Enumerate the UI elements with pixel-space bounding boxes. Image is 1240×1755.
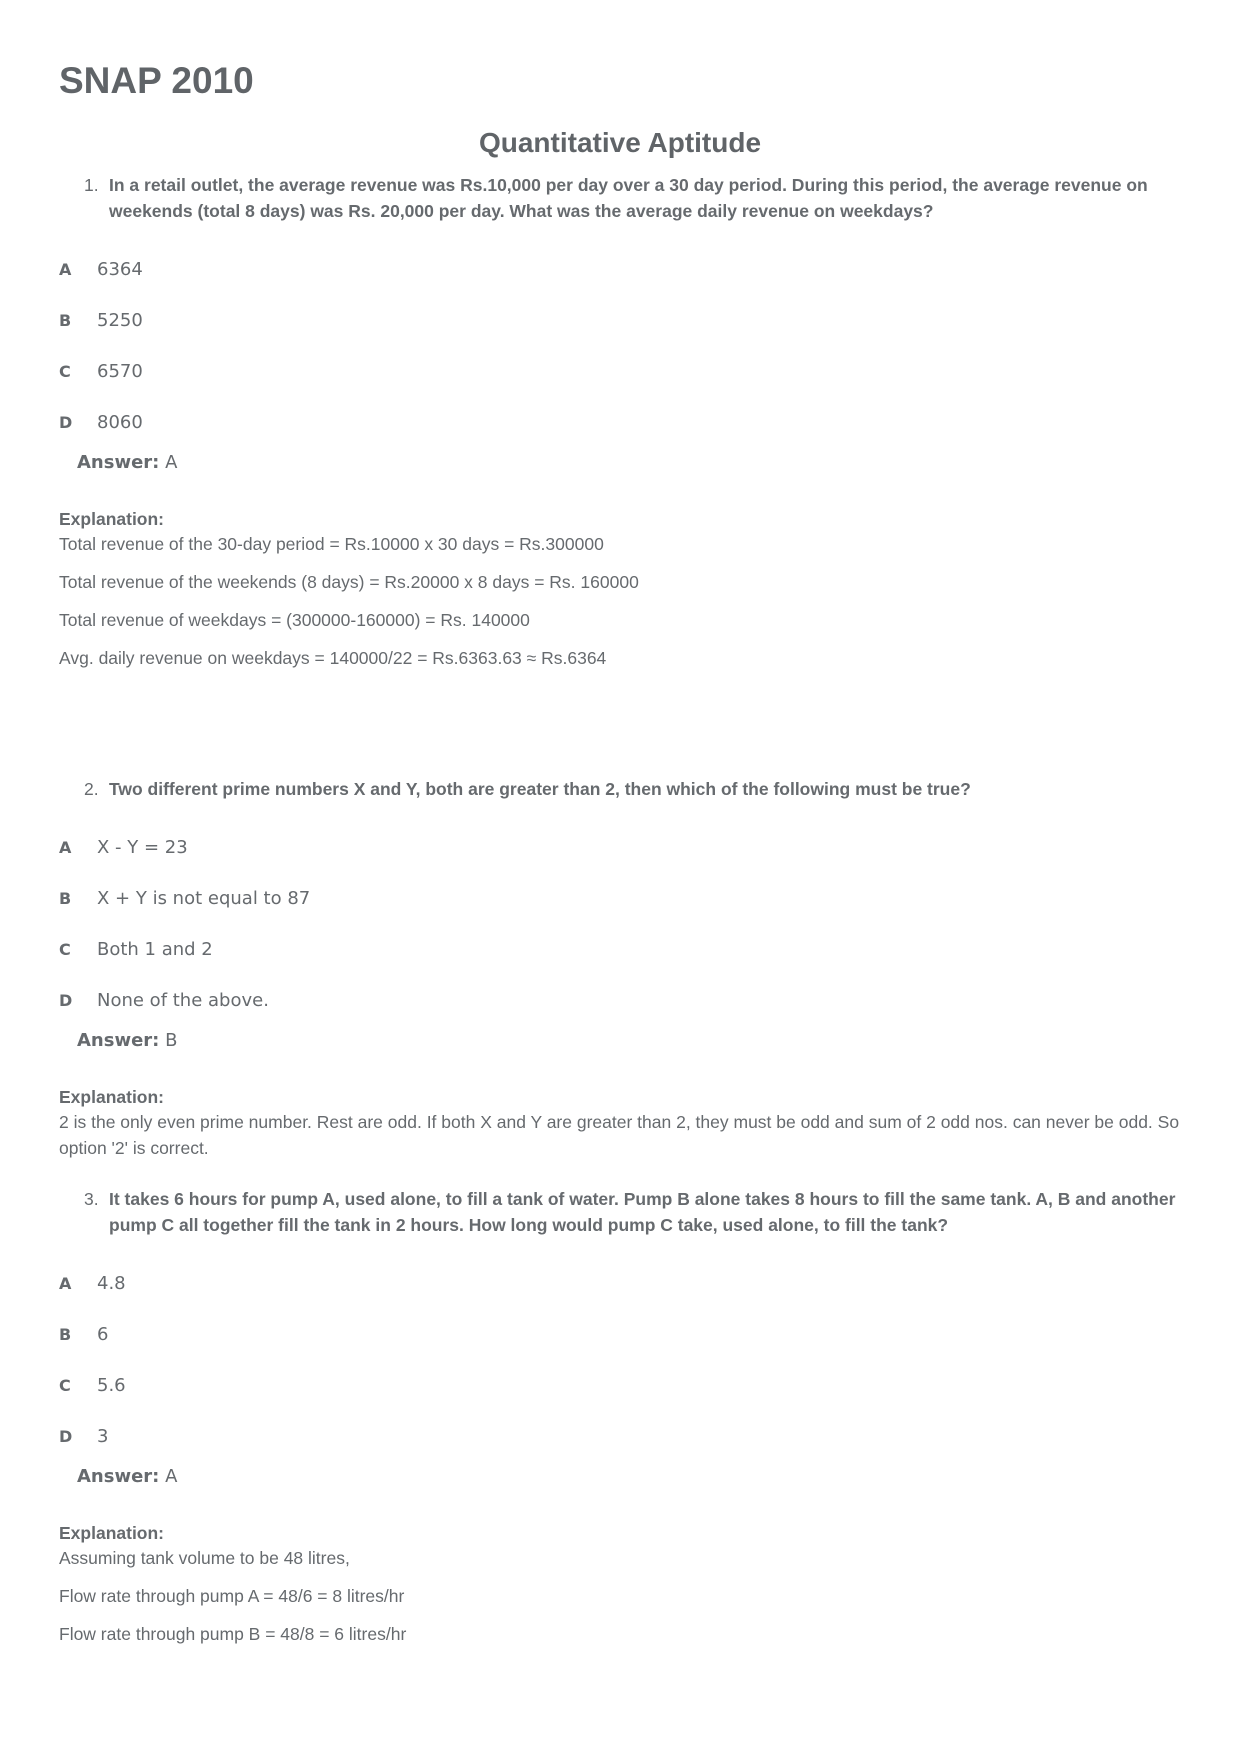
option-letter: C	[59, 1376, 71, 1395]
option-letter: C	[59, 940, 71, 959]
question-text	[59, 172, 1189, 224]
option-c[interactable]	[59, 1374, 1189, 1425]
option-text: X - Y = 23	[97, 837, 188, 858]
option-text: 6	[97, 1324, 109, 1345]
answer-label: Answer:	[77, 1030, 160, 1051]
option-text: None of the above.	[97, 990, 269, 1011]
option-text: X + Y is not equal to 87	[97, 888, 311, 909]
answer-value: A	[165, 452, 178, 473]
question-text	[59, 1186, 1189, 1238]
question-stem: Two different prime numbers X and Y, both are greater than 2, then which of the following must be true?	[109, 779, 971, 799]
explanation-title: Explanation:	[59, 1087, 165, 1107]
option-b[interactable]	[59, 1323, 1189, 1374]
option-text: 6570	[97, 361, 143, 382]
section-title: Quantitative Aptitude	[478, 127, 762, 158]
option-letter: A	[59, 260, 72, 279]
explanation-line: Total revenue of weekdays = (300000-160000) = Rs. 140000	[59, 610, 530, 630]
question-number: 1.	[84, 175, 99, 195]
question-stem: In a retail outlet, the average revenue was Rs.10,000 per day over a 30 day period. During this period, the average revenue on weekends (total 8 days) was Rs. 20,000 per day. What was the average daily revenue on weekdays?	[109, 175, 1148, 221]
option-a[interactable]	[59, 1272, 1189, 1323]
question-3	[59, 1186, 1189, 1659]
document-title: SNAP 2010	[59, 60, 254, 101]
option-letter: A	[59, 838, 72, 857]
explanation-line: Flow rate through pump A = 48/6 = 8 litres/hr	[59, 1586, 405, 1606]
option-letter: D	[59, 413, 73, 432]
options-list	[59, 258, 1189, 462]
option-text: 5.6	[97, 1375, 126, 1396]
option-text: 6364	[97, 259, 143, 280]
option-b[interactable]	[59, 887, 1189, 938]
question-text	[59, 776, 1189, 802]
option-letter: B	[59, 311, 72, 330]
explanation-line: Flow rate through pump B = 48/8 = 6 litres/hr	[59, 1624, 407, 1644]
explanation-line: Total revenue of the 30-day period = Rs.10000 x 30 days = Rs.300000	[59, 534, 604, 554]
option-letter: A	[59, 1274, 72, 1293]
answer-value: A	[165, 1466, 178, 1487]
answer-label: Answer:	[77, 1466, 160, 1487]
option-a[interactable]	[59, 258, 1189, 309]
option-a[interactable]	[59, 836, 1189, 887]
answer-line	[59, 451, 1189, 475]
option-letter: B	[59, 889, 72, 908]
option-letter: B	[59, 1325, 72, 1344]
explanation-line: Assuming tank volume to be 48 litres,	[59, 1548, 350, 1568]
option-text: 3	[97, 1426, 109, 1447]
answer-value: B	[165, 1030, 178, 1051]
option-c[interactable]	[59, 938, 1189, 989]
question-1	[59, 172, 1189, 683]
answer-line	[59, 1465, 1189, 1489]
answer-line	[59, 1029, 1189, 1053]
explanation-text: 2 is the only even prime number. Rest are odd. If both X and Y are greater than 2, they must be odd and sum of 2 odd nos. can never be odd. So option '2' is correct.	[59, 1112, 1180, 1158]
question-number: 2.	[84, 779, 99, 799]
answer-label: Answer:	[77, 452, 160, 473]
options-list	[59, 1272, 1189, 1476]
explanation-line: Avg. daily revenue on weekdays = 140000/22 = Rs.6363.63 ≈ Rs.6364	[59, 648, 607, 668]
option-b[interactable]	[59, 309, 1189, 360]
option-text: Both 1 and 2	[97, 939, 213, 960]
question-2	[59, 776, 1189, 1161]
option-c[interactable]	[59, 360, 1189, 411]
option-letter: C	[59, 362, 71, 381]
question-number: 3.	[84, 1189, 99, 1209]
option-letter: D	[59, 1427, 73, 1446]
option-text: 8060	[97, 412, 143, 433]
option-text: 5250	[97, 310, 143, 331]
explanation-title: Explanation:	[59, 1523, 165, 1543]
explanation-line: Total revenue of the weekends (8 days) = Rs.20000 x 8 days = Rs. 160000	[59, 572, 639, 592]
option-letter: D	[59, 991, 73, 1010]
options-list	[59, 836, 1189, 1040]
question-stem: It takes 6 hours for pump A, used alone, to fill a tank of water. Pump B alone takes 8 hours to fill the same tank. A, B and another pump C all together fill the tank in 2 hours. How long would pump C take, used alone, to fill the tank?	[109, 1189, 1176, 1235]
option-text: 4.8	[97, 1273, 126, 1294]
explanation-title: Explanation:	[59, 509, 165, 529]
